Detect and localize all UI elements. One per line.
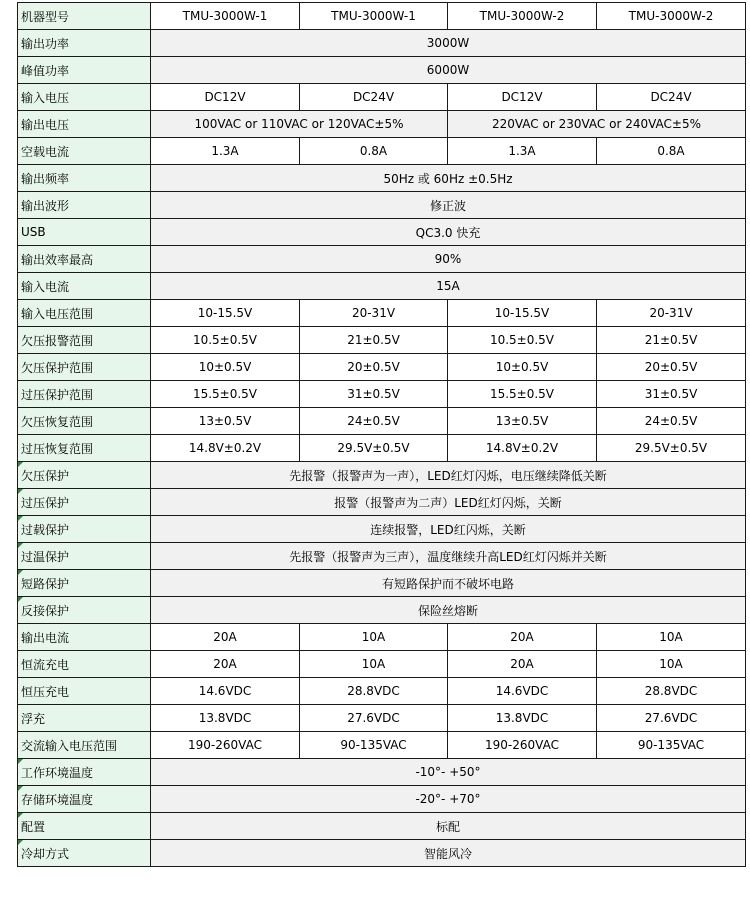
spec-value: 29.5V±0.5V [597,435,746,462]
spec-value: 14.8V±0.2V [151,435,300,462]
spec-label-text: 冷却方式 [21,846,70,861]
spec-label-text: 反接保护 [21,603,70,618]
spec-value: 报警（报警声为二声）LED红灯闪烁，关断 [151,489,746,516]
spec-value: 15A [151,273,746,300]
spec-row [18,678,746,705]
spec-row [18,732,746,759]
spec-row [18,381,746,408]
spec-label-text: 浮充 [21,711,46,726]
spec-label-text: 输入电流 [21,279,70,294]
spec-row [18,3,746,30]
spec-value: 13±0.5V [448,408,597,435]
corner-marker-icon [18,570,23,575]
corner-marker-icon [18,489,23,494]
spec-label [18,678,151,705]
spec-label [18,219,151,246]
spec-value: 21±0.5V [300,327,448,354]
spec-row [18,219,746,246]
spec-value: 智能风冷 [151,840,746,867]
spec-value: 10A [597,651,746,678]
corner-marker-icon [18,597,23,602]
spec-value: -20°- +70° [151,786,746,813]
spec-value: 13±0.5V [151,408,300,435]
spec-row [18,84,746,111]
corner-marker-icon [18,759,23,764]
spec-value: 31±0.5V [300,381,448,408]
spec-value: 10±0.5V [448,354,597,381]
spec-value: TMU-3000W-2 [448,3,597,30]
spec-row [18,543,746,570]
spec-label [18,138,151,165]
spec-value: 28.8VDC [300,678,448,705]
spec-label-text: 欠压恢复范围 [21,414,94,429]
spec-value: 10-15.5V [448,300,597,327]
spec-value: 1.3A [151,138,300,165]
spec-value: 15.5±0.5V [151,381,300,408]
spec-value: 标配 [151,813,746,840]
spec-row [18,408,746,435]
spec-label-text: 输出效率最高 [21,252,94,267]
spec-value: 90% [151,246,746,273]
spec-label [18,489,151,516]
spec-label [18,111,151,138]
spec-label-text: 过压恢复范围 [21,441,94,456]
spec-value: 24±0.5V [300,408,448,435]
spec-label-text: 欠压保护范围 [21,360,94,375]
spec-label-text: 过压保护 [21,495,70,510]
spec-value: 50Hz 或 60Hz ±0.5Hz [151,165,746,192]
spec-value: 20A [151,624,300,651]
spec-label-text: 过压保护范围 [21,387,94,402]
spec-value: 10A [300,624,448,651]
spec-label [18,273,151,300]
spec-value: 31±0.5V [597,381,746,408]
spec-label [18,354,151,381]
spec-value: 24±0.5V [597,408,746,435]
spec-value: 先报警（报警声为一声），LED红灯闪烁，电压继续降低关断 [151,462,746,489]
spec-row [18,273,746,300]
spec-row [18,570,746,597]
spec-row [18,354,746,381]
spec-label-text: USB [21,225,46,239]
spec-row [18,30,746,57]
spec-value: TMU-3000W-1 [300,3,448,30]
spec-value: 保险丝熔断 [151,597,746,624]
spec-row [18,624,746,651]
spec-row [18,246,746,273]
spec-label-text: 输入电压范围 [21,306,94,321]
corner-marker-icon [18,543,23,548]
spec-row [18,705,746,732]
spec-row [18,192,746,219]
spec-label-text: 欠压报警范围 [21,333,94,348]
spec-value: 修正波 [151,192,746,219]
spec-value: 27.6VDC [597,705,746,732]
spec-value: 1.3A [448,138,597,165]
spec-row [18,165,746,192]
spec-row [18,651,746,678]
spec-value: 20-31V [597,300,746,327]
spec-row [18,840,746,867]
spec-value: 28.8VDC [597,678,746,705]
spec-value: 20±0.5V [597,354,746,381]
spec-row [18,300,746,327]
spec-label [18,327,151,354]
spec-label [18,840,151,867]
spec-value: 190-260VAC [448,732,597,759]
spec-value: 100VAC or 110VAC or 120VAC±5% [151,111,448,138]
spec-value: 21±0.5V [597,327,746,354]
spec-value: 13.8VDC [151,705,300,732]
spec-value: 20A [448,651,597,678]
spec-label [18,435,151,462]
spec-label-text: 输出波形 [21,198,70,213]
spec-label [18,246,151,273]
spec-label [18,192,151,219]
spec-label [18,597,151,624]
spec-value: 14.6VDC [448,678,597,705]
spec-label [18,462,151,489]
spec-value: 连续报警，LED红闪烁，关断 [151,516,746,543]
spec-label-text: 输出频率 [21,171,70,186]
spec-row [18,786,746,813]
spec-value: 0.8A [300,138,448,165]
spec-value: TMU-3000W-1 [151,3,300,30]
corner-marker-icon [18,516,23,521]
spec-value: 先报警（报警声为三声），温度继续升高LED红灯闪烁并关断 [151,543,746,570]
spec-label [18,165,151,192]
spec-value: 10.5±0.5V [151,327,300,354]
spec-label-text: 短路保护 [21,576,70,591]
spec-label [18,57,151,84]
spec-label [18,3,151,30]
corner-marker-icon [18,813,23,818]
spec-label [18,570,151,597]
spec-label [18,651,151,678]
spec-value: 6000W [151,57,746,84]
spec-value: 20-31V [300,300,448,327]
spec-value: 20A [448,624,597,651]
spec-value: 190-260VAC [151,732,300,759]
spec-value: 29.5V±0.5V [300,435,448,462]
spec-label-text: 交流输入电压范围 [21,738,118,753]
corner-marker-icon [18,462,23,467]
spec-value: DC12V [151,84,300,111]
spec-label-text: 输出电压 [21,117,70,132]
spec-label-text: 过温保护 [21,549,70,564]
spec-value: 90-135VAC [597,732,746,759]
spec-label [18,732,151,759]
spec-label-text: 恒压充电 [21,684,70,699]
spec-label-text: 欠压保护 [21,468,70,483]
spec-label [18,84,151,111]
spec-value: QC3.0 快充 [151,219,746,246]
spec-label [18,543,151,570]
spec-label-text: 存储环境温度 [21,792,94,807]
spec-label [18,30,151,57]
spec-row [18,462,746,489]
spec-value: 27.6VDC [300,705,448,732]
spec-table-body [18,3,746,867]
spec-label-text: 机器型号 [21,9,70,24]
spec-label [18,705,151,732]
spec-value: 15.5±0.5V [448,381,597,408]
spec-value: 20A [151,651,300,678]
spec-label [18,516,151,543]
spec-value: 10±0.5V [151,354,300,381]
spec-label [18,786,151,813]
corner-marker-icon [18,840,23,845]
spec-label-text: 配置 [21,819,46,834]
spec-label-text: 过载保护 [21,522,70,537]
spec-value: 3000W [151,30,746,57]
spec-value: DC24V [300,84,448,111]
spec-value: 13.8VDC [448,705,597,732]
spec-value: 有短路保护而不破坏电路 [151,570,746,597]
spec-label [18,381,151,408]
spec-row [18,813,746,840]
spec-label [18,408,151,435]
spec-row [18,759,746,786]
spec-value: 0.8A [597,138,746,165]
spec-row [18,138,746,165]
spec-value: 220VAC or 230VAC or 240VAC±5% [448,111,746,138]
spec-label-text: 输出功率 [21,36,70,51]
spec-label [18,759,151,786]
spec-value: 10A [597,624,746,651]
spec-value: 90-135VAC [300,732,448,759]
spec-value: 20±0.5V [300,354,448,381]
spec-value: 10.5±0.5V [448,327,597,354]
spec-label-text: 工作环境温度 [21,765,94,780]
spec-label-text: 恒流充电 [21,657,70,672]
spec-row [18,597,746,624]
spec-value: TMU-3000W-2 [597,3,746,30]
spec-label-text: 输出电流 [21,630,70,645]
spec-row [18,489,746,516]
spec-value: DC24V [597,84,746,111]
spec-value: 14.8V±0.2V [448,435,597,462]
spec-label [18,624,151,651]
spec-row [18,57,746,84]
spec-value: 10A [300,651,448,678]
spec-row [18,516,746,543]
spec-table [17,2,746,867]
spec-label-text: 峰值功率 [21,63,70,78]
spec-value: 14.6VDC [151,678,300,705]
spec-row [18,435,746,462]
spec-value: DC12V [448,84,597,111]
spec-label [18,813,151,840]
spec-value: 10-15.5V [151,300,300,327]
spec-row [18,327,746,354]
spec-row [18,111,746,138]
corner-marker-icon [18,786,23,791]
spec-label [18,300,151,327]
spec-label-text: 空载电流 [21,144,70,159]
spec-label-text: 输入电压 [21,90,70,105]
spec-value: -10°- +50° [151,759,746,786]
